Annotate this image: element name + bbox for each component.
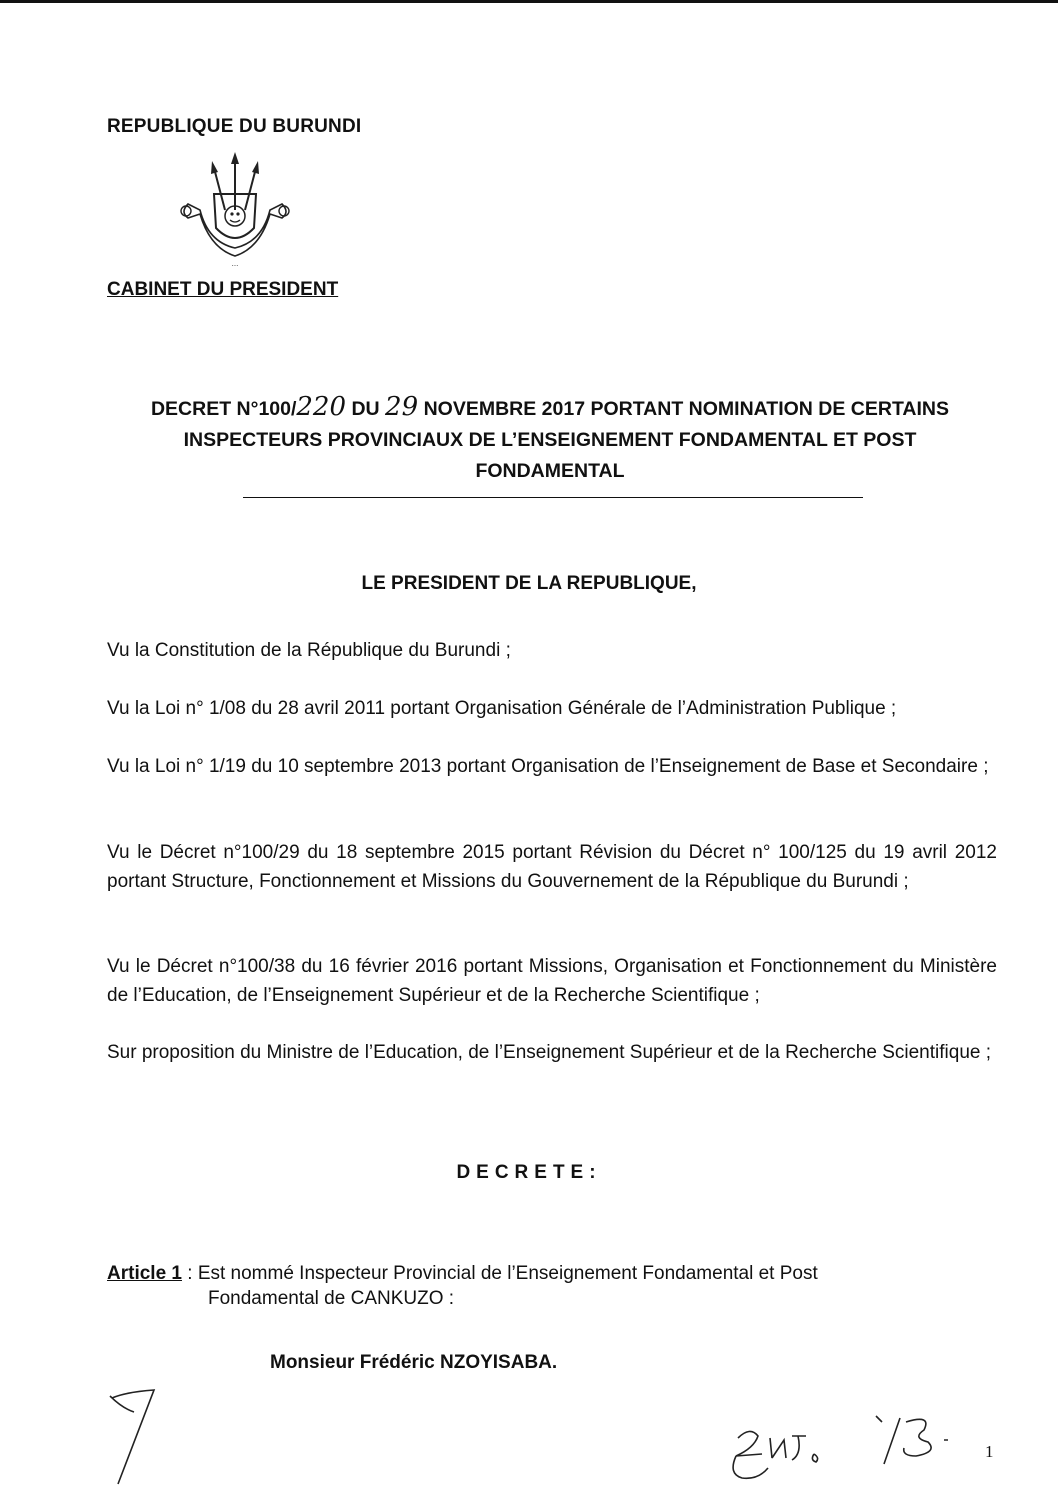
article-1-text-line-1: : Est nommé Inspecteur Provincial de l’Enseignement Fondamental et Post	[181, 1263, 818, 1284]
top-border-line	[0, 0, 1058, 3]
consideration-constitution: Vu la Constitution de la République du Burundi ;	[107, 640, 511, 661]
title-line-1	[100, 392, 1000, 425]
handwritten-decree-number: 220	[296, 392, 347, 422]
page-number: 1	[985, 1442, 994, 1461]
title-line-3: FONDAMENTAL	[475, 460, 625, 482]
handwritten-initials-left	[104, 1388, 164, 1488]
handwritten-initials-middle	[728, 1418, 838, 1482]
nominee-name: Monsieur Frédéric NZOYISABA.	[270, 1352, 558, 1373]
svg-text:···: ···	[231, 262, 239, 270]
article-1	[107, 1260, 907, 1288]
title-du: DU	[351, 398, 380, 420]
consideration-decree-100-38: Vu le Décret n°100/38 du 16 février 2016 portant Missions, Organisation et Fonctionnement du Ministère de l’Education, de l’Enseignement Supérieur et de la Recherche Scientifique ;	[107, 956, 997, 1006]
consideration-law-1-08: Vu la Loi n° 1/08 du 28 avril 2011 portant Organisation Générale de l’Administration Publique ;	[107, 698, 897, 719]
office-name: CABINET DU PRESIDENT	[107, 279, 339, 300]
coat-of-arms-emblem	[170, 152, 300, 270]
consideration-decree-100-29: Vu le Décret n°100/29 du 18 septembre 2015 portant Révision du Décret n° 100/125 du 19 avril 2012 portant Structure, Fonctionnement et Missions du Gouvernement de la République du Burundi ;	[107, 842, 997, 892]
article-1-label: Article 1	[107, 1263, 182, 1284]
handwritten-day: 29	[385, 392, 419, 422]
article-1-text-line-2: Fondamental de CANKUZO :	[208, 1288, 455, 1309]
title-underline	[243, 497, 863, 498]
country-name: REPUBLIQUE DU BURUNDI	[107, 116, 362, 137]
title-rest-line-1: NOVEMBRE 2017 PORTANT NOMINATION DE CERTAINS	[423, 398, 950, 420]
president-heading: LE PRESIDENT DE LA REPUBLIQUE,	[361, 573, 697, 594]
consideration-proposition: Sur proposition du Ministre de l’Education, de l’Enseignement Supérieur et de la Recherche Scientifique ;	[107, 1042, 992, 1063]
decrees-heading: DECRETE:	[456, 1162, 602, 1183]
title-prefix: DECRET N°100/	[150, 398, 297, 420]
decree-title	[100, 392, 1000, 487]
title-line-2: INSPECTEURS PROVINCIAUX DE L’ENSEIGNEMENT FONDAMENTAL ET POST	[183, 429, 917, 451]
consideration-law-1-19: Vu la Loi n° 1/19 du 10 septembre 2013 portant Organisation de l’Enseignement de Base et Secondaire ;	[107, 756, 989, 777]
handwritten-initials-right	[872, 1412, 962, 1472]
